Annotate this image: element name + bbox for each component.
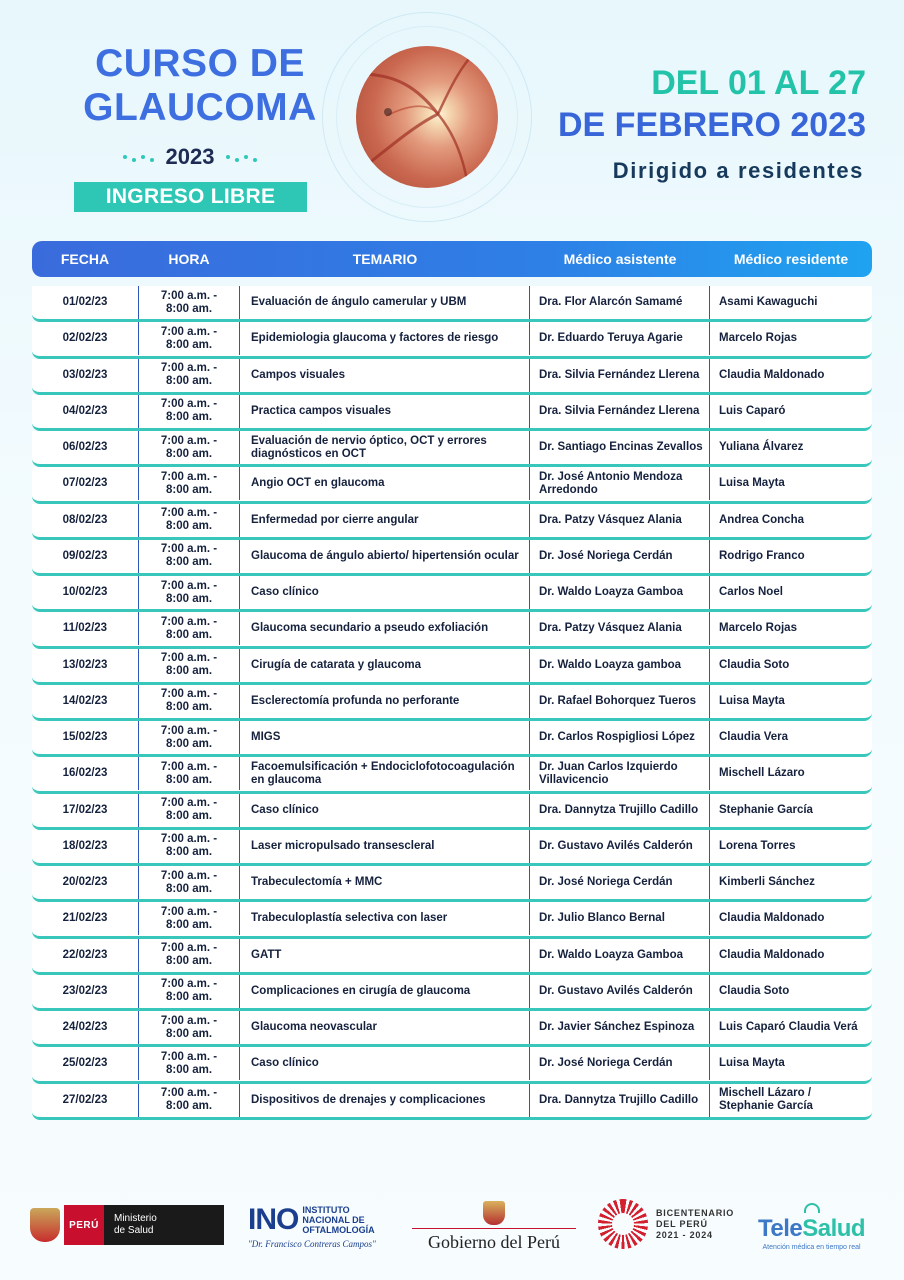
cell-temario: Evaluación de nervio óptico, OCT y errores diagnósticos en OCT xyxy=(240,431,530,464)
cell-fecha: 04/02/23 xyxy=(62,404,108,417)
table-row xyxy=(32,540,872,576)
gobierno-peru-logo xyxy=(412,1201,576,1253)
cell-medico-residente: Stephanie García xyxy=(719,803,813,816)
hora-start: 7:00 a.m. - xyxy=(160,905,218,918)
cell-hora xyxy=(138,1084,240,1117)
hora-start: 7:00 a.m. - xyxy=(160,978,218,991)
cell-medico-residente: Luisa Mayta xyxy=(719,1057,785,1070)
table-row xyxy=(32,322,872,358)
cell-hora xyxy=(138,540,240,573)
cell-hora xyxy=(138,431,240,464)
bicentenario-label xyxy=(656,1208,734,1241)
column-header-hora: HORA xyxy=(168,251,210,267)
dates-line-2: DE FEBRERO 2023 xyxy=(558,106,866,144)
hora-start: 7:00 a.m. - xyxy=(160,760,218,773)
cell-medico-asistente: Dra. Patzy Vásquez Alania xyxy=(530,504,710,537)
hora-start: 7:00 a.m. - xyxy=(160,615,218,628)
cell-hora xyxy=(138,612,240,645)
hora-start: 7:00 a.m. - xyxy=(160,724,218,737)
cell-temario: GATT xyxy=(240,939,530,972)
column-header-fecha: FECHA xyxy=(60,251,110,267)
table-row xyxy=(32,395,872,431)
cell-hora xyxy=(138,939,240,972)
hora-end: 8:00 am. xyxy=(165,846,213,859)
cell-temario: Dispositivos de drenajes y complicaciones xyxy=(240,1084,530,1117)
cell-temario: Cirugía de catarata y glaucoma xyxy=(240,649,530,682)
table-row xyxy=(32,721,872,757)
cell-temario: Facoemulsificación + Endociclofotocoagulación en glaucoma xyxy=(240,757,530,790)
ino-line-1: INSTITUTO xyxy=(302,1205,350,1215)
table-row xyxy=(32,504,872,540)
telesalud-tagline: Atención médica en tiempo real xyxy=(762,1244,861,1251)
cell-hora xyxy=(138,467,240,500)
cell-medico-residente: Luisa Mayta xyxy=(719,477,785,490)
hora-start: 7:00 a.m. - xyxy=(160,362,218,374)
cell-fecha: 09/02/23 xyxy=(62,549,108,562)
bicentenario-logo xyxy=(598,1199,734,1249)
hora-start: 7:00 a.m. - xyxy=(160,470,218,483)
cell-fecha: 27/02/23 xyxy=(62,1093,108,1106)
hora-start: 7:00 a.m. - xyxy=(160,398,218,411)
hora-end: 8:00 am. xyxy=(165,375,213,387)
dots-decoration-right xyxy=(226,152,257,162)
cell-medico-residente: Claudia Maldonado xyxy=(719,912,825,925)
cell-temario: Caso clínico xyxy=(240,576,530,609)
telesalud-name-a: Tele xyxy=(758,1215,803,1242)
cell-fecha: 03/02/23 xyxy=(62,368,108,381)
eye-image-frame xyxy=(322,12,532,222)
cell-fecha: 14/02/23 xyxy=(62,694,108,707)
cell-hora xyxy=(138,1011,240,1044)
cell-fecha: 24/02/23 xyxy=(62,1021,108,1033)
hora-end: 8:00 am. xyxy=(165,520,213,532)
cell-medico-residente: Andrea Concha xyxy=(719,513,804,526)
table-row xyxy=(32,467,872,503)
hora-start: 7:00 a.m. - xyxy=(160,1050,218,1063)
hora-start: 7:00 a.m. - xyxy=(160,543,218,556)
year-row xyxy=(90,144,290,170)
table-row xyxy=(32,830,872,866)
table-row xyxy=(32,1084,872,1120)
bic-line-1: BICENTENARIO xyxy=(656,1207,735,1218)
cell-temario: Evaluación de ángulo camerular y UBM xyxy=(240,286,530,319)
hora-start: 7:00 a.m. - xyxy=(160,289,218,302)
cell-hora xyxy=(138,902,240,935)
cell-hora xyxy=(138,395,240,428)
cell-fecha: 01/02/23 xyxy=(62,296,108,308)
cell-hora xyxy=(138,359,240,392)
ino-logo xyxy=(248,1203,376,1249)
cell-fecha: 06/02/23 xyxy=(62,441,108,453)
cell-fecha: 07/02/23 xyxy=(62,477,108,490)
minsa-label xyxy=(104,1205,224,1245)
hora-start: 7:00 a.m. - xyxy=(160,942,218,954)
cell-hora xyxy=(138,286,240,319)
hora-end: 8:00 am. xyxy=(165,338,213,351)
table-row xyxy=(32,612,872,648)
cell-medico-asistente: Dr. José Noriega Cerdán xyxy=(530,866,710,899)
bic-line-2: DEL PERÚ xyxy=(656,1218,708,1229)
telesalud-name xyxy=(758,1215,865,1243)
table-row xyxy=(32,576,872,612)
cell-temario: Complicaciones en cirugía de glaucoma xyxy=(240,975,530,1008)
audience-text: Dirigido a residentes xyxy=(612,158,864,183)
cell-medico-asistente: Dr. Rafael Bohorquez Tueros xyxy=(530,685,710,718)
cell-fecha: 10/02/23 xyxy=(62,586,108,598)
gobierno-label: Gobierno del Perú xyxy=(428,1232,560,1252)
hora-start: 7:00 a.m. - xyxy=(160,688,218,701)
cell-medico-asistente: Dr. José Noriega Cerdán xyxy=(530,1047,710,1080)
cell-medico-asistente: Dr. José Antonio Mendoza Arredondo xyxy=(530,467,710,500)
cell-medico-asistente: Dr. Julio Blanco Bernal xyxy=(530,902,710,935)
cell-fecha: 11/02/23 xyxy=(62,622,108,635)
optic-nerve-image xyxy=(356,46,498,188)
cell-medico-asistente: Dr. Gustavo Avilés Calderón xyxy=(530,830,710,863)
cell-hora xyxy=(138,685,240,718)
cell-medico-residente: Luisa Mayta xyxy=(719,694,785,707)
course-dates xyxy=(526,62,866,146)
hora-start: 7:00 a.m. - xyxy=(160,797,218,809)
table-row xyxy=(32,359,872,395)
hora-start: 7:00 a.m. - xyxy=(160,652,218,664)
course-title xyxy=(50,42,350,130)
cell-hora xyxy=(138,757,240,790)
cell-medico-residente: Kimberli Sánchez xyxy=(719,876,815,888)
ino-name xyxy=(302,1205,374,1235)
cell-fecha: 08/02/23 xyxy=(62,513,108,526)
title-line-2: GLAUCOMA xyxy=(83,86,317,129)
footer-logos xyxy=(0,1185,904,1265)
cell-medico-asistente: Dra. Silvia Fernández Llerena xyxy=(530,395,710,428)
cell-medico-asistente: Dr. Carlos Rospigliosi López xyxy=(530,721,710,754)
hora-end: 8:00 am. xyxy=(165,556,213,569)
table-row xyxy=(32,1047,872,1083)
cell-fecha: 02/02/23 xyxy=(62,332,108,345)
ino-line-2: NACIONAL DE xyxy=(302,1215,365,1225)
hora-end: 8:00 am. xyxy=(165,918,213,931)
signal-waves-icon xyxy=(804,1203,820,1213)
cell-medico-asistente: Dra. Dannytza Trujillo Cadillo xyxy=(530,794,710,827)
cell-medico-residente: Claudia Soto xyxy=(719,658,790,671)
table-row xyxy=(32,431,872,467)
title-line-1: CURSO DE xyxy=(95,42,305,85)
telesalud-logo xyxy=(758,1203,865,1251)
cell-temario: Angio OCT en glaucoma xyxy=(240,467,530,500)
hora-end: 8:00 am. xyxy=(165,1027,213,1040)
table-row xyxy=(32,649,872,685)
bic-line-3: 2021 - 2024 xyxy=(656,1229,713,1240)
cell-medico-residente: Marcelo Rojas xyxy=(719,332,797,345)
dots-decoration-left xyxy=(123,152,154,162)
cell-medico-asistente: Dra. Flor Alarcón Samamé xyxy=(530,286,710,319)
hora-start: 7:00 a.m. - xyxy=(160,869,218,882)
hora-end: 8:00 am. xyxy=(165,628,213,641)
cell-medico-asistente: Dr. Juan Carlos Izquierdo Villavicencio xyxy=(530,757,710,790)
cell-medico-asistente: Dra. Silvia Fernández Llerena xyxy=(530,359,710,392)
hora-start: 7:00 a.m. - xyxy=(160,434,218,447)
cell-temario: Glaucoma de ángulo abierto/ hipertensión ocular xyxy=(240,540,530,573)
cell-medico-residente: Mischell Lázaro xyxy=(719,767,805,780)
hora-start: 7:00 a.m. - xyxy=(160,507,218,519)
cell-fecha: 23/02/23 xyxy=(62,984,108,997)
cell-hora xyxy=(138,322,240,355)
table-row xyxy=(32,866,872,902)
cell-hora xyxy=(138,866,240,899)
cell-medico-asistente: Dra. Patzy Vásquez Alania xyxy=(530,612,710,645)
telesalud-name-b: Salud xyxy=(802,1215,866,1242)
course-year: 2023 xyxy=(165,144,215,169)
cell-medico-asistente: Dr. Waldo Loayza Gamboa xyxy=(530,939,710,972)
hora-end: 8:00 am. xyxy=(165,882,213,895)
cell-medico-residente: Claudia Vera xyxy=(719,731,789,743)
cell-fecha: 13/02/23 xyxy=(62,658,108,671)
hora-end: 8:00 am. xyxy=(165,737,213,750)
minsa-line-2: de Salud xyxy=(114,1225,154,1236)
peru-label: PERÚ xyxy=(64,1205,104,1245)
table-row xyxy=(32,939,872,975)
cell-temario: Trabeculectomía + MMC xyxy=(240,866,530,899)
cell-fecha: 25/02/23 xyxy=(62,1057,108,1070)
hora-start: 7:00 a.m. - xyxy=(160,579,218,592)
cell-fecha: 15/02/23 xyxy=(62,731,108,743)
cell-temario: Campos visuales xyxy=(240,359,530,392)
hora-end: 8:00 am. xyxy=(165,411,213,424)
cell-medico-residente: Luis Caparó xyxy=(719,404,786,417)
cell-temario: Esclerectomía profunda no perforante xyxy=(240,685,530,718)
cell-temario: Glaucoma neovascular xyxy=(240,1011,530,1044)
ino-subtitle: "Dr. Francisco Contreras Campos" xyxy=(248,1239,376,1249)
cell-hora xyxy=(138,504,240,537)
cell-medico-asistente: Dr. Waldo Loayza gamboa xyxy=(530,649,710,682)
cell-medico-asistente: Dr. Waldo Loayza Gamboa xyxy=(530,576,710,609)
cell-medico-residente: Asami Kawaguchi xyxy=(719,296,818,308)
cell-medico-residente: Yuliana Álvarez xyxy=(719,441,804,453)
minsa-logo xyxy=(30,1205,224,1245)
cell-medico-residente: Lorena Torres xyxy=(719,839,796,852)
cell-temario: Enfermedad por cierre angular xyxy=(240,504,530,537)
table-row xyxy=(32,975,872,1011)
cell-medico-residente: Claudia Soto xyxy=(719,984,790,997)
cell-hora xyxy=(138,649,240,682)
cell-medico-residente: Claudia Maldonado xyxy=(719,368,825,381)
column-header-medico-residente: Médico residente xyxy=(733,251,849,267)
cell-fecha: 18/02/23 xyxy=(62,839,108,852)
schedule-table-body xyxy=(32,286,872,1120)
cell-medico-residente: Carlos Noel xyxy=(719,586,783,598)
hora-start: 7:00 a.m. - xyxy=(160,325,218,338)
cell-medico-residente: Rodrigo Franco xyxy=(719,549,805,562)
cell-temario: Trabeculoplastía selectiva con laser xyxy=(240,902,530,935)
cell-hora xyxy=(138,975,240,1008)
cell-medico-residente: Claudia Maldonado xyxy=(719,948,825,961)
hora-end: 8:00 am. xyxy=(165,1100,213,1112)
table-row xyxy=(32,1011,872,1047)
hora-end: 8:00 am. xyxy=(165,1063,213,1076)
hora-start: 7:00 a.m. - xyxy=(160,833,218,846)
cell-medico-asistente: Dra. Dannytza Trujillo Cadillo xyxy=(530,1084,710,1117)
cell-hora xyxy=(138,794,240,827)
cell-medico-asistente: Dr. Gustavo Avilés Calderón xyxy=(530,975,710,1008)
table-row xyxy=(32,902,872,938)
cell-fecha: 21/02/23 xyxy=(62,912,108,925)
minsa-line-1: Ministerio xyxy=(114,1213,157,1224)
hora-end: 8:00 am. xyxy=(165,955,213,967)
peru-coat-of-arms-icon xyxy=(30,1208,60,1242)
cell-medico-asistente: Dr. José Noriega Cerdán xyxy=(530,540,710,573)
hora-end: 8:00 am. xyxy=(165,991,213,1004)
cell-hora xyxy=(138,1047,240,1080)
hora-end: 8:00 am. xyxy=(165,592,213,605)
free-entry-badge: INGRESO LIBRE xyxy=(74,182,307,212)
hora-end: 8:00 am. xyxy=(165,810,213,822)
cell-temario: Glaucoma secundario a pseudo exfoliación xyxy=(240,612,530,645)
cell-hora xyxy=(138,576,240,609)
cell-temario: Practica campos visuales xyxy=(240,395,530,428)
cell-medico-residente: Marcelo Rojas xyxy=(719,622,797,635)
cell-temario: Epidemiologia glaucoma y factores de riesgo xyxy=(240,322,530,355)
cell-temario: Laser micropulsado transescleral xyxy=(240,830,530,863)
ino-mark: INO xyxy=(248,1203,299,1236)
hora-end: 8:00 am. xyxy=(165,447,213,460)
column-header-medico-asistente: Médico asistente xyxy=(563,251,677,267)
hora-end: 8:00 am. xyxy=(165,302,213,315)
hora-end: 8:00 am. xyxy=(165,773,213,786)
cell-fecha: 20/02/23 xyxy=(62,876,108,888)
hora-start: 7:00 a.m. - xyxy=(160,1014,218,1027)
table-row xyxy=(32,286,872,322)
cell-temario: Caso clínico xyxy=(240,794,530,827)
cell-medico-asistente: Dr. Eduardo Teruya Agarie xyxy=(530,322,710,355)
hora-end: 8:00 am. xyxy=(165,665,213,677)
hora-start: 7:00 a.m. - xyxy=(160,1087,218,1099)
cell-medico-asistente: Dr. Santiago Encinas Zevallos xyxy=(530,431,710,464)
hora-end: 8:00 am. xyxy=(165,483,213,496)
cell-medico-residente: Mischell Lázaro / Stephanie García xyxy=(719,1087,813,1112)
bicentenario-sun-icon xyxy=(598,1199,648,1249)
cell-hora xyxy=(138,721,240,754)
cell-medico-asistente: Dr. Javier Sánchez Espinoza xyxy=(530,1011,710,1044)
cell-medico-residente: Luis Caparó Claudia Verá xyxy=(719,1021,858,1033)
column-header-temario: TEMARIO xyxy=(352,251,418,267)
schedule-table-header xyxy=(32,241,872,277)
cell-fecha: 17/02/23 xyxy=(62,803,108,816)
ino-line-3: OFTALMOLOGÍA xyxy=(302,1225,375,1235)
gobierno-shield-icon xyxy=(483,1201,505,1225)
cell-temario: Caso clínico xyxy=(240,1047,530,1080)
cell-fecha: 22/02/23 xyxy=(62,948,108,961)
table-row xyxy=(32,794,872,830)
table-row xyxy=(32,685,872,721)
dates-line-1: DEL 01 AL 27 xyxy=(651,64,866,102)
hora-end: 8:00 am. xyxy=(165,701,213,714)
cell-fecha: 16/02/23 xyxy=(62,767,108,780)
table-row xyxy=(32,757,872,793)
cell-hora xyxy=(138,830,240,863)
cell-temario: MIGS xyxy=(240,721,530,754)
